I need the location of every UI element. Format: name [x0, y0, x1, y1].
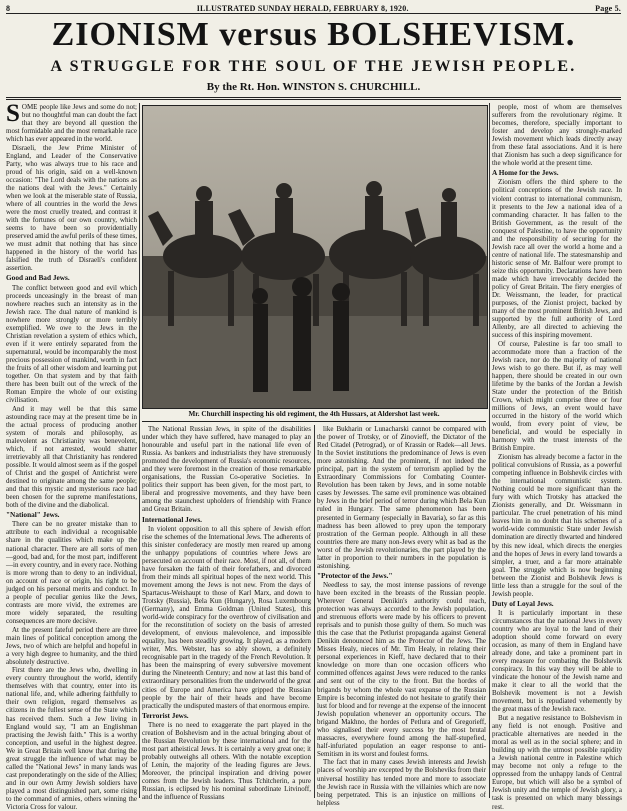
- paragraph: Zionism offers the third sphere to the political conceptions of the Jewish race. In violent contrast to international communism, it presents to the Jew a national idea of a commanding character. It has fallen to the British Government, as the result of the conquest of Palestine, to have the opportunity and the responsibility of securing for the Jewish race all over the world a home and a centre of national life. The statesmanship and historic sense of Mr. Balfour were prompt to seize this opportunity. Declarations have been made which have irrevocably decided the policy of Great Britain. The fiery energies of Dr. Weissmann, the leader, for practical purposes, of the Zionist project, backed by many of the most prominent British Jews, and supported by the full authority of Lord Allenby, are all directed to achieving the success of this inspiring movement.: [492, 178, 622, 340]
- paragraph: And it may well be that this same astounding race may at the present time be in the actual process of producing another system of morals and philosophy, as malevolent as Christianity was benevolent, which, if not arrested, would shatter irretrievably all that Christianity has rendered possible. It would almost seem as if the gospel of Christ and the gospel of Antichrist were destined to originate among the same people; and that this mystic and mysterious race had been chosen for the supreme manifestations, both of the divine and the diabolical.: [6, 404, 137, 510]
- regiment-photo: [142, 105, 488, 409]
- column-1: [6, 100, 137, 811]
- caption-rule: [142, 421, 486, 422]
- paragraph: Needless to say, the most intense passions of revenge have been excited in the breasts of the Russian people. Wherever General Denikin's authority could reach, protection was always accorded to the Jewish population, and strenuous efforts were made by his officers to prevent reprisals and to punish those guilty of them. So much was this the case that the Petlurist propaganda against General Denikin denounced him as the Protector of the Jews. The Misses Healy, nieces of Mr. Tim Healy, in relating their personal experiences in Kieff, have declared that to their knowledge on more than one occasion officers who committed offences against Jews were reduced to the ranks and sent out of the city to the front. But the hordes of brigands by whom the whole vast expanse of the Russian Empire is becoming infested do not hesitate to gratify their lust for blood and for revenge at the expense of the innocent Jewish population whenever an opportunity occurs. The brigand Makhno, the hordes of Petlura and of Gregorieff, who signalised their every success by the most brutal massacres, everywhere found among the half-stupefied, half-infuriated population an eager response to anti-Semitism in its worst and foulest forms.: [317, 580, 486, 758]
- paragraph: people, most of whom are themselves sufferers from the revolutionary régime. It becomes, therefore, specially important to foster and develop any strongly-marked Jewish movement which leads directly away from these fatal associations. And it is here that Zionism has such a deep significance for the whole world at the present time.: [492, 103, 622, 168]
- paragraph: like Bukharin or Lunacharski cannot be compared with the power of Trotsky, or of Zinovieff, the Dictator of the Red Citadel (Petrograd), or of Krassin or Radek—all Jews. In the Soviet institutions the predominance of Jews is even more astonishing. And the prominent, if not indeed the principal, part in the system of terrorism applied by the Extraordinary Commissions for Combating Counter-Revolution has been taken by Jews, and in some notable cases by Jewesses. The same evil prominence was obtained by Jews in the brief period of terror during which Bela Kun ruled in Hungary. The same phenomenon has been presented in Germany (especially in Bavaria), so far as this madness has been allowed to prey upon the temporary prostration of the German people. Although in all these countries there are many non-Jews every whit as bad as the worst of the Jewish revolutionaries, the part played by the latter in proportion to their numbers in the population is astonishing.: [317, 425, 486, 570]
- section-heading: Duty of Loyal Jews.: [492, 598, 554, 608]
- paragraph: It is particularly important in these circumstances that the national Jews in every country who are loyal to the land of their adoption should come forward on every occasion, as many of them in England have already done, and take a prominent part in every measure for combating the Bolshevik conspiracy. In this way they will be able to vindicate the honour of the Jewish name and make it clear to all the world that the Bolshevik movement is not a Jewish movement, but is repudiated vehemently by the great mass of the Jewish race.: [492, 608, 622, 714]
- paragraph: There can be no greater mistake than to attribute to each individual a recognisable share in the qualities which make up the national character. There are all sorts of men—good, bad and, for the most part, indifferent—in every country, and in every race. Nothing is more wrong than to deny to an individual, on account of race or origin, his right to be judged on his personal merits and conduct. In a people of peculiar genius like the Jews, contrasts are more vivid, the extremes are more widely separated, the resulting consequences are more decisive.: [6, 520, 137, 625]
- paragraph: In violent opposition to all this sphere of Jewish effort rise the schemes of the International Jews. The adherents of this sinister confederacy are mostly men reared up among the unhappy populations of countries where Jews are persecuted on account of their race. Most, if not all, of them have forsaken the faith of their forefathers, and divorced from their minds all spiritual hopes of the next world. This movement among the Jews is not new. From the days of Spartacus-Weishaupt to those of Karl Marx, and down to Trotsky (Russia), Bela Kun (Hungary), Rosa Luxembourg (Germany), and Emma Goldman (United States), this world-wide conspiracy for the overthrow of civilisation and for the reconstitution of society on the basis of arrested development, of envious malevolence, and impossible equality, has been steadily growing. It played, as a modern writer, Mrs. Webster, has so ably shown, a definitely recognisable part in the tragedy of the French Revolution. It has been the mainspring of every subversive movement during the Nineteenth Century; and now at last this band of extraordinary personalities from the underworld of the great cities of Europe and America have gripped the Russian people by the hair of their heads and have become practically the undisputed masters of that enormous empire.: [142, 524, 311, 710]
- paragraph: Of course, Palestine is far too small to accommodate more than a fraction of the Jewish race, nor do the majority of national Jews wish to go there. But if, as may well happen, there should be created in our own lifetime by the banks of the Jordan a Jewish State under the protection of the British Crown, which might comprise three or four millions of Jews, an event would have occurred in the history of the world which would, from every point of view, be beneficial, and would be especially in harmony with the truest interests of the British Empire.: [492, 339, 622, 453]
- photo-illustration: [143, 106, 487, 408]
- paragraph: Zionism has already become a factor in the political convulsions of Russia, as a powerful competing influence in Bolshevik circles with the international communistic system. Nothing could be more significant than the fury with which Trotsky has attacked the Zionists generally, and Dr. Weissmann in particular. The cruel penetration of his mind leaves him in no doubt that his schemes of a world-wide communistic State under Jewish domination are directly thwarted and hindered by this new ideal, which directs the energies and the hopes of Jews in every land towards a simpler, a truer, and a far more attainable goal. The struggle which is now beginning between the Zionist and Bolshevik Jews is little less than a struggle for the soul of the Jewish people.: [492, 453, 622, 598]
- column-divider: [489, 103, 490, 798]
- subheadline: A STRUGGLE FOR THE SOUL OF THE JEWISH PEOPLE.: [50, 58, 577, 75]
- header-rule-double: [6, 99, 621, 100]
- section-heading: International Jews.: [142, 514, 202, 524]
- page-number-left: 8: [6, 4, 11, 13]
- section-heading: "National" Jews.: [6, 510, 60, 520]
- paragraph: The fact that in many cases Jewish interests and Jewish places of worship are excepted by the Bolsheviks from their universal hostility has tended more and more to associate the Jewish race in Russia with the villainies which are now being perpetrated. This is an injustice on millions of helpless: [317, 758, 486, 807]
- paragraph: But a negative resistance to Bolshevism in any field is not enough. Positive and practicable alternatives are needed in the moral as well as in the social sphere; and in building up with the utmost possible rapidity a Jewish national centre in Palestine which may become not only a refuge to the oppressed from the unhappy lands of Central Europe, but which will also be a symbol of Jewish unity and the temple of Jewish glory, a task is presented on which many blessings rest.: [492, 714, 622, 811]
- paragraph: At the present fateful period there are three main lines of political conception among the Jews, two of which are helpful and hopeful in a very high degree to humanity, and the third absolutely destructive.: [6, 625, 137, 666]
- paragraph: Disraeli, the Jew Prime Minister of England, and Leader of the Conservative Party, who was always true to his race and proud of his origin, said on a well-known occasion: "The Lord deals with the nations as the nations deal with the Jews." Certainly when we look at the miserable state of Russia, where of all countries in the world the Jews were the most cruelly treated, and contrast it with the fortunes of our own country, which seems to have been so providentially preserved amid the awful perils of these times, we must admit that nothing that has since happened in the history of the world has falsified the truth of Disraeli's confident assertion.: [6, 143, 137, 273]
- page-number-right: Page 5.: [595, 4, 621, 13]
- byline: By the Rt. Hon. WINSTON S. CHURCHILL.: [206, 81, 421, 93]
- column-divider: [314, 425, 315, 798]
- section-heading: A Home for the Jews.: [492, 168, 559, 178]
- headline: ZIONISM versus BOLSHEVISM.: [51, 16, 576, 53]
- section-heading: "Protector of the Jews.": [317, 570, 393, 580]
- paragraph: First there are the Jews who, dwelling in every country throughout the world, identify themselves with that country, enter into its national life, and, while adhering faithfully to their own religion, regard themselves as citizens in the fullest sense of the State which has received them. Such a Jew living in England would say, "I am an Englishman practising the Jewish faith." This is a worthy conception, and useful in the highest degree. We in Great Britain well know that during the great struggle the influence of what may be called the "National Jews" in many lands was cast preponderatingly on the side of the Allies; and in our own Army Jewish soldiers have played a most distinguished part, some rising to the command of armies, others winning the Victoria Cross for valour.: [6, 666, 137, 811]
- header-rule: [6, 97, 621, 98]
- paragraph: The National Russian Jews, in spite of the disabilities under which they have suffered, have managed to play an honourable and useful part in the national life even of Russia. As bankers and industrialists they have strenuously promoted the development of Russia's economic resources, and they were foremost in the creation of those remarkable organisations, the Russian Co-operative Societies. In politics their support has been given, for the most part, to liberal and progressive movements, and they have been among the staunchest upholders of friendship with France and Great Britain.: [142, 425, 311, 514]
- drop-cap: S: [6, 100, 20, 127]
- column-3: [317, 425, 486, 807]
- column-2: [142, 425, 311, 800]
- column-4: [492, 103, 622, 811]
- paragraph: The conflict between good and evil which proceeds unceasingly in the breast of man nowhere reaches such an intensity as in the Jewish race. The dual nature of mankind is nowhere more strongly or more terribly exemplified. We owe to the Jews in the Christian revelation a system of ethics which, even if it were entirely separated from the supernatural, would be incomparably the most precious possession of mankind, worth in fact the fruits of all other wisdom and learning put together. On that system and by that faith there has been built out of the wreck of the Roman Empire the whole of our existing civilisation.: [6, 283, 137, 405]
- section-heading: Good and Bad Jews.: [6, 273, 70, 283]
- column-divider: [139, 103, 140, 798]
- photo-caption: Mr. Churchill inspecting his old regiment, the 4th Hussars, at Aldershot last week.: [188, 410, 440, 418]
- intro-paragraph: OME people like Jews and some do not; but no thoughtful man can doubt the fact that they are beyond all question the most formidable and the most remarkable race which has ever appeared in the world.: [6, 103, 137, 144]
- section-heading: Terrorist Jews.: [142, 710, 189, 720]
- paragraph: There is no need to exaggerate the part played in the creation of Bolshevism and in the actual bringing about of the Russian Revolution by these international and for the most part atheistical Jews. It is certainly a very great one; it probably outweighs all others. With the notable exception of Lenin, the majority of the leading figures are Jews. Moreover, the principal inspiration and driving power comes from the Jewish leaders. Thus Tchitcherin, a pure Russian, is eclipsed by his nominal subordinate Litvinoff, and the influence of Russians: [142, 720, 311, 802]
- newspaper-dateline: ILLUSTRATED SUNDAY HERALD, FEBRUARY 8, 1920.: [196, 4, 409, 13]
